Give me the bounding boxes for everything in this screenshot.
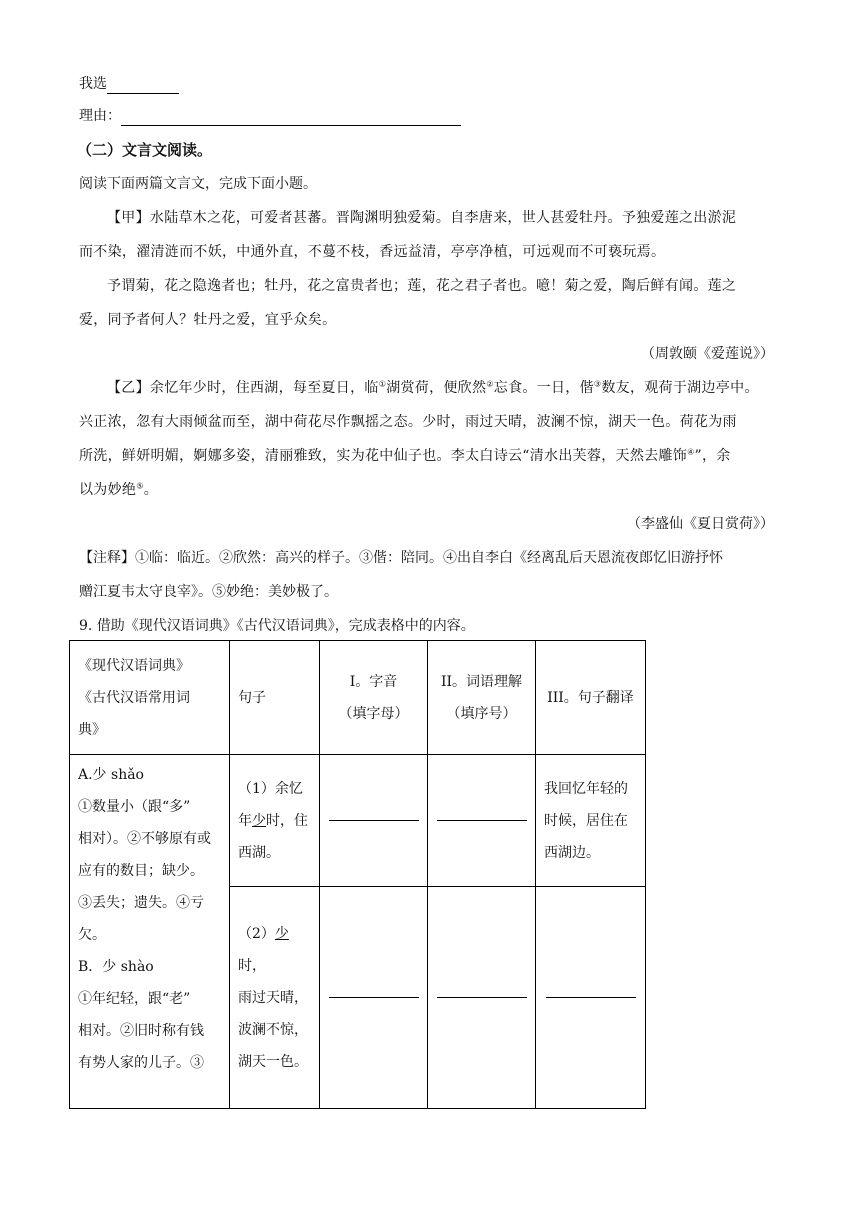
answer-pronunciation-2[interactable]	[320, 887, 428, 1109]
target-character: 少	[252, 812, 266, 829]
header-text: I。字音	[349, 673, 398, 690]
translation-text: 时候，居住在	[544, 812, 628, 829]
answer-meaning-2[interactable]	[428, 887, 536, 1109]
dict-line: ①数量小（跟“多”	[78, 799, 191, 815]
answer-blank[interactable]	[546, 997, 636, 998]
sentence-1-cell	[230, 755, 320, 887]
sentence-text: 波澜不惊，	[238, 1021, 308, 1038]
answer-pronunciation-1[interactable]	[320, 755, 428, 887]
vocab-table	[69, 640, 646, 1109]
sentence-text	[238, 918, 311, 982]
passage-a-line3: 予谓菊，花之隐逸者也；牡丹，花之富贵者也；莲，花之君子者也。噫！菊之爱，陶后鲜有闻。莲之	[107, 278, 737, 294]
sentence-fragment: 年	[238, 812, 252, 829]
dict-line: 应有的数目；缺少。	[78, 863, 204, 879]
section-title: （二）文言文阅读。	[77, 141, 213, 159]
sentence-fragment: 时，住	[266, 812, 308, 829]
passage-a-line4: 爱，同予者何人？牡丹之爱，宜乎众矣。	[79, 312, 337, 328]
dict-line: A.少 shǎo	[78, 767, 144, 783]
passage-b-text: 【乙】余忆年少时，住西湖，每至夏日，临	[107, 380, 379, 396]
passage-b-line1	[107, 378, 759, 398]
passage-b-text: 。	[143, 482, 158, 498]
answer-blank[interactable]	[437, 997, 527, 998]
table-row	[70, 755, 646, 887]
table-header-row	[70, 641, 646, 755]
header-text: （填序号）	[446, 705, 517, 722]
notes-line2: 赠江夏韦太守良宰》。⑤妙绝：美妙极了。	[79, 584, 338, 600]
header-text: 《现代汉语词典》	[78, 657, 190, 674]
header-text: II。词语理解	[440, 673, 523, 690]
header-pronunciation	[320, 641, 428, 755]
dict-line: B．少 shào	[78, 959, 154, 975]
sentence-text	[238, 805, 311, 837]
sentence-fragment: 时，	[238, 957, 266, 974]
passage-b-line4	[79, 480, 158, 500]
dict-line: 有势人家的儿子。③	[78, 1055, 204, 1071]
header-text: III。句子翻译	[547, 689, 634, 706]
header-text: （填字母）	[338, 705, 409, 722]
target-character: 少	[274, 925, 289, 942]
passage-b-text: ”，余	[694, 448, 731, 464]
question-9: 9. 借助《现代汉语词典》《古代汉语词典》，完成表格中的内容。	[79, 618, 475, 634]
choice-blank[interactable]	[107, 77, 179, 94]
dict-line: 相对。②旧时称有钱	[78, 1023, 204, 1039]
answer-blank[interactable]	[329, 997, 419, 998]
passage-b-line2: 兴正浓，忽有大雨倾盆而至，湖中荷花尽作飘摇之态。少时，雨过天晴，波澜不惊，湖天一色。荷花为雨	[79, 414, 737, 430]
passage-b-text: 数友，观荷于湖边亭中。	[601, 380, 759, 396]
reason-label: 理由：	[79, 108, 121, 124]
dict-line: ③丢失；遗失。④亏	[78, 895, 204, 911]
section-instruction: 阅读下面两篇文言文，完成下面小题。	[79, 176, 317, 192]
translation-text: 我回忆年轻的	[544, 780, 628, 797]
header-sentence	[230, 641, 320, 755]
header-text: 《古代汉语常用词	[78, 689, 190, 706]
answer-blank[interactable]	[329, 820, 419, 821]
passage-b-text: 所洗，鲜妍明媚，婀娜多姿，清丽雅致，实为花中仙子也。李太白诗云“清水出芙蓉，天然去雕饰	[79, 448, 688, 464]
reason-line	[79, 106, 461, 126]
answer-translation-2[interactable]	[536, 887, 646, 1109]
footnote-marker: ①	[378, 379, 387, 389]
passage-b-text: 湖赏荷，便欣然	[386, 380, 487, 396]
choice-label: 我选	[79, 76, 107, 92]
answer-meaning-1[interactable]	[428, 755, 536, 887]
dict-line: ①年纪轻，跟“老”	[78, 991, 191, 1007]
passage-a-line1: 【甲】水陆草木之花，可爱者甚蕃。晋陶渊明独爱菊。自李唐来，世人甚爱牡丹。予独爱莲之出淤泥	[107, 210, 737, 226]
passage-b-source: （李盛仙《夏日赏荷》）	[627, 516, 774, 532]
translation-1-cell	[536, 755, 646, 887]
passage-b-line3	[79, 446, 731, 466]
dict-line: 相对）。②不够原有或	[78, 831, 211, 847]
choice-line	[79, 74, 179, 94]
sentence-fragment: （2）	[238, 925, 275, 942]
dictionary-entries-cell	[70, 755, 230, 1109]
dict-line: 欠。	[78, 927, 106, 943]
footnote-marker: ③	[593, 379, 602, 389]
sentence-text: （1）余忆	[238, 780, 303, 797]
sentence-text: 西湖。	[238, 844, 280, 861]
header-word-meaning	[428, 641, 536, 755]
sentence-text: 湖天一色。	[238, 1053, 308, 1070]
header-text: 句子	[238, 689, 266, 706]
translation-text: 西湖边。	[544, 844, 600, 861]
header-dictionary	[70, 641, 230, 755]
sentence-text: 雨过天晴，	[238, 989, 308, 1006]
sentence-2-cell	[230, 887, 320, 1109]
reason-blank[interactable]	[121, 109, 461, 126]
passage-b-text: 忘食。一日，偕	[493, 380, 594, 396]
footnote-marker: ⑤	[136, 481, 144, 491]
footnote-marker: ④	[687, 447, 695, 457]
footnote-marker: ②	[486, 379, 494, 389]
header-translation	[536, 641, 646, 755]
passage-a-line2: 而不染，濯清涟而不妖，中通外直，不蔓不枝，香远益清，亭亭净植，可远观而不可亵玩焉。	[79, 244, 666, 260]
passage-a-source: （周敦颐《爱莲说》）	[641, 346, 774, 362]
answer-blank[interactable]	[437, 820, 527, 821]
notes-line1: 【注释】①临：临近。②欣然：高兴的样子。③偕：陪同。④出自李白《经离乱后天恩流夜郎忆旧游抒怀	[79, 550, 723, 566]
header-text: 典》	[78, 721, 106, 738]
passage-b-text: 以为妙绝	[79, 482, 137, 498]
